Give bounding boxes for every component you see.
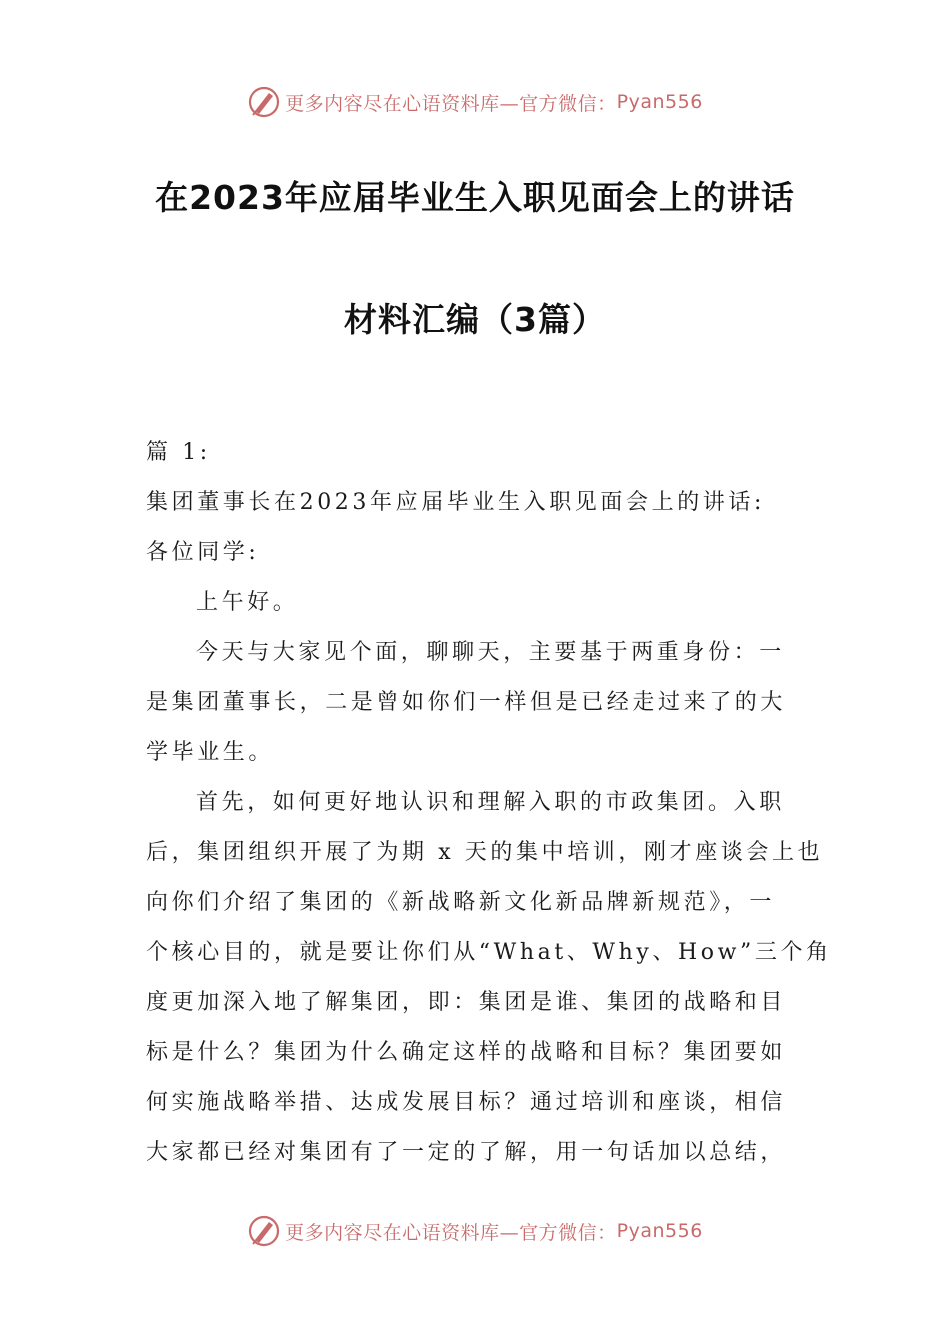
body-line: 何实施战略举措、达成发展目标？通过培训和座谈，相信: [146, 1090, 787, 1115]
header-banner: [0, 82, 950, 122]
body-line-greeting: 上午好。: [196, 590, 299, 615]
body-line-salutation: 各位同学:: [146, 540, 260, 565]
body-line: 今天与大家见个面，聊聊天，主要基于两重身份：一: [196, 640, 785, 665]
document-title-line-2: 材料汇编（3篇）: [344, 300, 606, 339]
pen-logo-icon: [247, 85, 281, 119]
body-line: 后，集团组织开展了为期 x 天的集中培训，刚才座谈会上也: [146, 840, 824, 865]
header-wechat-id: Pyan556: [616, 91, 703, 113]
body-line-section-label: 篇 1:: [146, 440, 211, 465]
pen-logo-icon: [247, 1214, 281, 1248]
body-line: 大家都已经对集团有了一定的了解，用一句话加以总结，: [146, 1140, 787, 1165]
footer-wechat-id: Pyan556: [616, 1220, 703, 1242]
body-line: 个核心目的，就是要让你们从“What、Why、How”三个角: [146, 940, 832, 965]
body-line: 学毕业生。: [146, 740, 275, 765]
body-line-subtitle: 集团董事长在2023年应届毕业生入职见面会上的讲话:: [146, 490, 766, 515]
body-line: 向你们介绍了集团的《新战略新文化新品牌新规范》，一: [146, 890, 776, 915]
document-title-line-1: 在2023年应届毕业生入职见面会上的讲话: [155, 178, 795, 217]
body-line: 首先，如何更好地认识和理解入职的市政集团。入职: [196, 790, 785, 815]
footer-banner-text: 更多内容尽在心语资料库—官方微信：: [285, 1221, 617, 1244]
header-banner-text: 更多内容尽在心语资料库—官方微信：: [285, 92, 617, 115]
body-line: 是集团董事长，二是曾如你们一样但是已经走过来了的大: [146, 690, 787, 715]
body-line: 标是什么？集团为什么确定这样的战略和目标？集团要如: [146, 1040, 787, 1065]
body-line: 度更加深入地了解集团，即：集团是谁、集团的战略和目: [146, 990, 787, 1015]
footer-banner: [0, 1211, 950, 1251]
document-body: [146, 428, 832, 1178]
